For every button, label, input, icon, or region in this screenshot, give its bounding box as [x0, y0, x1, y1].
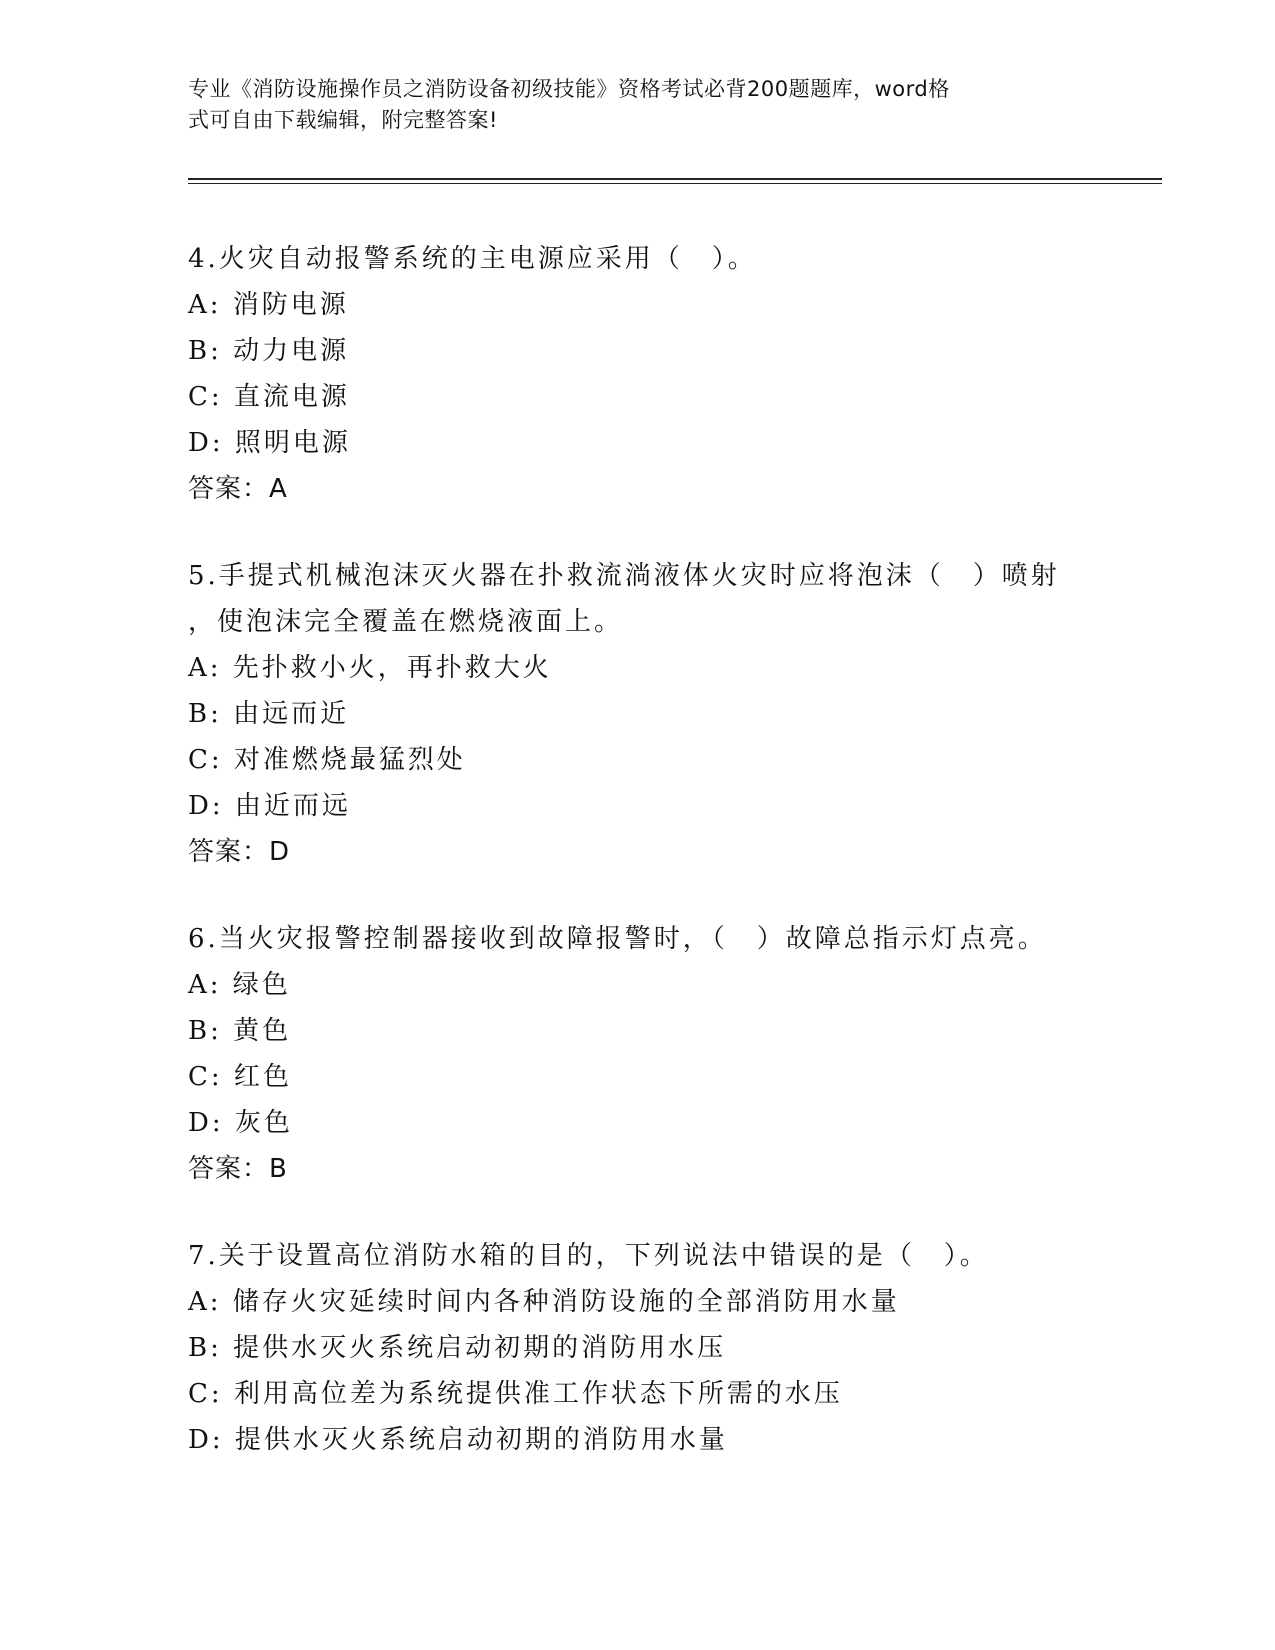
option-b: B: 黄色: [188, 1016, 292, 1046]
option-d: D: 提供水灭火系统启动初期的消防用水量: [188, 1425, 728, 1455]
question-6: [188, 916, 1088, 1192]
answer: 答案：B: [188, 1154, 288, 1184]
option-c: C: 红色: [188, 1062, 292, 1092]
option-d: D: 照明电源: [188, 428, 351, 458]
question-stem: 6.当火灾报警控制器接收到故障报警时，（ ）故障总指示灯点亮。: [188, 924, 1047, 954]
answer: 答案：A: [188, 474, 288, 504]
header-divider-thin: [188, 183, 1162, 184]
option-c: C: 利用高位差为系统提供准工作状态下所需的水压: [188, 1379, 843, 1409]
option-c: C: 对准燃烧最猛烈处: [188, 745, 466, 775]
header-divider: [188, 178, 1162, 180]
question-list: [188, 236, 1088, 1504]
option-a: A: 消防电源: [188, 290, 349, 320]
question-stem: 4.火灾自动报警系统的主电源应采用（ ）。: [188, 244, 757, 274]
option-a: A: 先扑救小火，再扑救大火: [188, 653, 552, 683]
question-7: [188, 1233, 1088, 1463]
question-stem: 5.手提式机械泡沫灭火器在扑救流淌液体火灾时应将泡沫（ ）喷射: [188, 561, 1060, 591]
header-line-1: 专业《消防设施操作员之消防设备初级技能》资格考试必背200题题库，word格: [188, 77, 950, 101]
option-c: C: 直流电源: [188, 382, 350, 412]
option-b: B: 由远而近: [188, 699, 350, 729]
question-5: [188, 553, 1088, 875]
answer: 答案：D: [188, 837, 291, 867]
option-b: B: 动力电源: [188, 336, 350, 366]
option-d: D: 灰色: [188, 1108, 293, 1138]
option-d: D: 由近而远: [188, 791, 351, 821]
header-line-2: 式可自由下载编辑，附完整答案!: [188, 108, 498, 132]
option-b: B: 提供水灭火系统启动初期的消防用水压: [188, 1333, 727, 1363]
question-4: [188, 236, 1088, 512]
option-a: A: 绿色: [188, 970, 291, 1000]
question-stem: 7.关于设置高位消防水箱的目的，下列说法中错误的是（ ）。: [188, 1241, 989, 1271]
option-a: A: 储存火灾延续时间内各种消防设施的全部消防用水量: [188, 1287, 900, 1317]
document-header: [188, 74, 1068, 136]
question-stem-continued: ，使泡沫完全覆盖在燃烧液面上。: [188, 607, 624, 637]
